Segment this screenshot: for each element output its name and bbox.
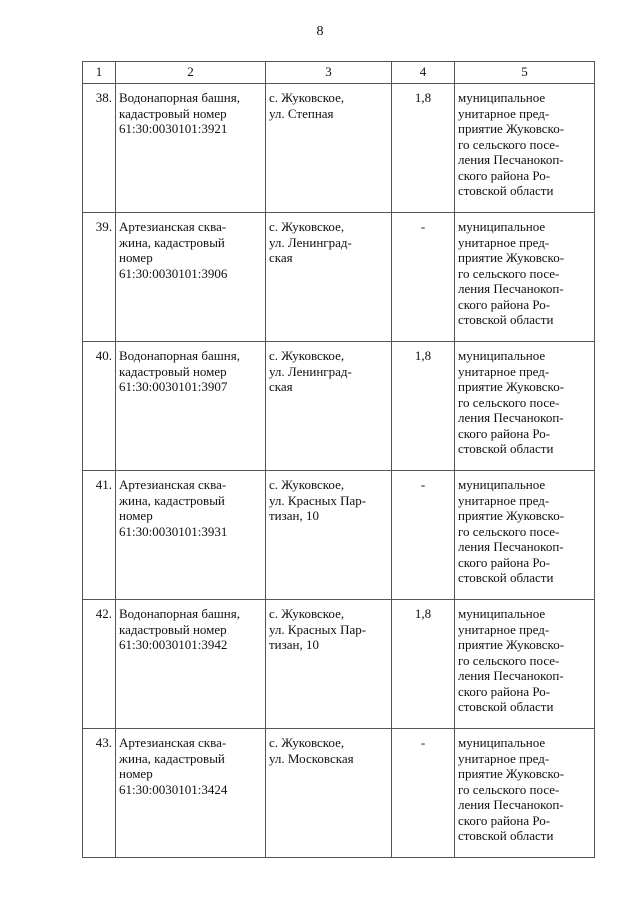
table-body: [83, 84, 595, 858]
object-name-line: Водонапорная башня,: [119, 606, 240, 621]
object-name-line: Артезианская сква-: [119, 477, 227, 492]
address-line: с. Жуковское,: [269, 735, 345, 750]
owner-line: ского района Ро-: [458, 683, 551, 699]
address-line: ул. Ленинград-: [269, 363, 352, 379]
value-cell: 1,8: [392, 600, 455, 729]
address-line: ул. Ленинград-: [269, 234, 352, 250]
object-name-line: 61:30:0030101:3907: [119, 379, 228, 394]
owner-line: ского района Ро-: [458, 296, 551, 312]
address-cell: [266, 600, 392, 729]
owner-cell: [455, 600, 595, 729]
column-header-1: 1: [83, 62, 116, 84]
owner-line: унитарное пред-: [458, 363, 550, 379]
object-name-cell: [116, 84, 266, 213]
owner-line: муниципальное: [458, 348, 546, 363]
object-name-cell: [116, 471, 266, 600]
address-cell: [266, 213, 392, 342]
owner-line: ления Песчанокоп-: [458, 281, 564, 296]
owner-line: го сельского посе-: [458, 265, 560, 281]
value-cell: -: [392, 213, 455, 342]
owner-line: го сельского посе-: [458, 394, 560, 410]
owner-line: приятие Жуковско-: [458, 508, 565, 523]
owner-line: приятие Жуковско-: [458, 250, 565, 265]
object-name-line: 61:30:0030101:3931: [119, 523, 228, 539]
column-header-5: 5: [455, 62, 595, 84]
address-line: с. Жуковское,: [269, 348, 345, 363]
owner-line: стовской области: [458, 699, 554, 714]
address-line: тизан, 10: [269, 637, 320, 652]
object-name-cell: [116, 213, 266, 342]
owner-line: приятие Жуковско-: [458, 637, 565, 652]
owner-line: приятие Жуковско-: [458, 766, 565, 781]
value-cell: -: [392, 729, 455, 858]
owner-line: ского района Ро-: [458, 812, 551, 828]
page-number: 8: [316, 24, 324, 39]
address-cell: [266, 471, 392, 600]
object-name-line: жина, кадастровый: [119, 750, 225, 766]
object-name-line: номер: [119, 250, 153, 265]
row-number-cell: 41.: [83, 471, 116, 600]
owner-cell: [455, 342, 595, 471]
owner-line: муниципальное: [458, 735, 546, 750]
owner-line: ления Песчанокоп-: [458, 668, 564, 683]
owner-line: приятие Жуковско-: [458, 379, 565, 394]
object-name-line: жина, кадастровый: [119, 492, 225, 508]
owner-line: стовской области: [458, 570, 554, 585]
table-row: [83, 213, 595, 342]
object-name-line: кадастровый номер: [119, 621, 227, 637]
owner-line: стовской области: [458, 312, 554, 327]
object-name-line: жина, кадастровый: [119, 234, 225, 250]
object-name-cell: [116, 342, 266, 471]
address-line: с. Жуковское,: [269, 606, 345, 621]
owner-line: го сельского посе-: [458, 523, 560, 539]
owner-line: ления Песчанокоп-: [458, 152, 564, 167]
row-number-cell: 38.: [83, 84, 116, 213]
value-cell: 1,8: [392, 342, 455, 471]
object-name-line: номер: [119, 508, 153, 523]
owner-line: стовской области: [458, 828, 554, 843]
address-cell: [266, 729, 392, 858]
address-cell: [266, 84, 392, 213]
owner-line: унитарное пред-: [458, 750, 550, 766]
value-cell: 1,8: [392, 84, 455, 213]
table-header-row: [83, 62, 595, 84]
object-name-line: Артезианская сква-: [119, 219, 227, 234]
owner-line: стовской области: [458, 183, 554, 198]
owner-line: муниципальное: [458, 219, 546, 234]
table-row: [83, 729, 595, 858]
table-row: [83, 471, 595, 600]
owner-line: унитарное пред-: [458, 621, 550, 637]
owner-line: муниципальное: [458, 90, 546, 105]
table-row: [83, 600, 595, 729]
address-line: с. Жуковское,: [269, 477, 345, 492]
owner-cell: [455, 213, 595, 342]
row-number-cell: 42.: [83, 600, 116, 729]
address-cell: [266, 342, 392, 471]
object-name-line: кадастровый номер: [119, 105, 227, 121]
owner-line: муниципальное: [458, 477, 546, 492]
owner-line: го сельского посе-: [458, 781, 560, 797]
column-header-4: 4: [392, 62, 455, 84]
row-number-cell: 40.: [83, 342, 116, 471]
owner-line: унитарное пред-: [458, 105, 550, 121]
object-name-cell: [116, 600, 266, 729]
table-row: [83, 84, 595, 213]
column-header-3: 3: [266, 62, 392, 84]
address-line: ул. Красных Пар-: [269, 492, 367, 508]
address-line: тизан, 10: [269, 508, 320, 523]
row-number-cell: 43.: [83, 729, 116, 858]
owner-line: стовской области: [458, 441, 554, 456]
owner-line: ления Песчанокоп-: [458, 797, 564, 812]
owner-cell: [455, 729, 595, 858]
object-name-line: Водонапорная башня,: [119, 348, 240, 363]
object-name-line: Водонапорная башня,: [119, 90, 240, 105]
owner-line: ления Песчанокоп-: [458, 410, 564, 425]
object-name-line: 61:30:0030101:3424: [119, 781, 228, 797]
address-line: ул. Красных Пар-: [269, 621, 367, 637]
column-header-2: 2: [116, 62, 266, 84]
address-line: ская: [269, 250, 293, 265]
address-line: ул. Московская: [269, 750, 354, 766]
address-line: ская: [269, 379, 293, 394]
owner-line: унитарное пред-: [458, 234, 550, 250]
object-name-cell: [116, 729, 266, 858]
object-name-line: 61:30:0030101:3921: [119, 121, 228, 136]
owner-line: унитарное пред-: [458, 492, 550, 508]
value-cell: -: [392, 471, 455, 600]
owner-line: го сельского посе-: [458, 136, 560, 152]
object-name-line: кадастровый номер: [119, 363, 227, 379]
object-name-line: Артезианская сква-: [119, 735, 227, 750]
owner-cell: [455, 84, 595, 213]
owner-line: ского района Ро-: [458, 425, 551, 441]
table-row: [83, 342, 595, 471]
owner-line: приятие Жуковско-: [458, 121, 565, 136]
owner-line: го сельского посе-: [458, 652, 560, 668]
object-name-line: 61:30:0030101:3942: [119, 637, 228, 652]
property-table: [82, 61, 595, 858]
owner-line: муниципальное: [458, 606, 546, 621]
owner-cell: [455, 471, 595, 600]
address-line: ул. Степная: [269, 105, 334, 121]
owner-line: ского района Ро-: [458, 167, 551, 183]
address-line: с. Жуковское,: [269, 90, 345, 105]
object-name-line: 61:30:0030101:3906: [119, 265, 228, 281]
owner-line: ления Песчанокоп-: [458, 539, 564, 554]
row-number-cell: 39.: [83, 213, 116, 342]
object-name-line: номер: [119, 766, 153, 781]
address-line: с. Жуковское,: [269, 219, 345, 234]
owner-line: ского района Ро-: [458, 554, 551, 570]
